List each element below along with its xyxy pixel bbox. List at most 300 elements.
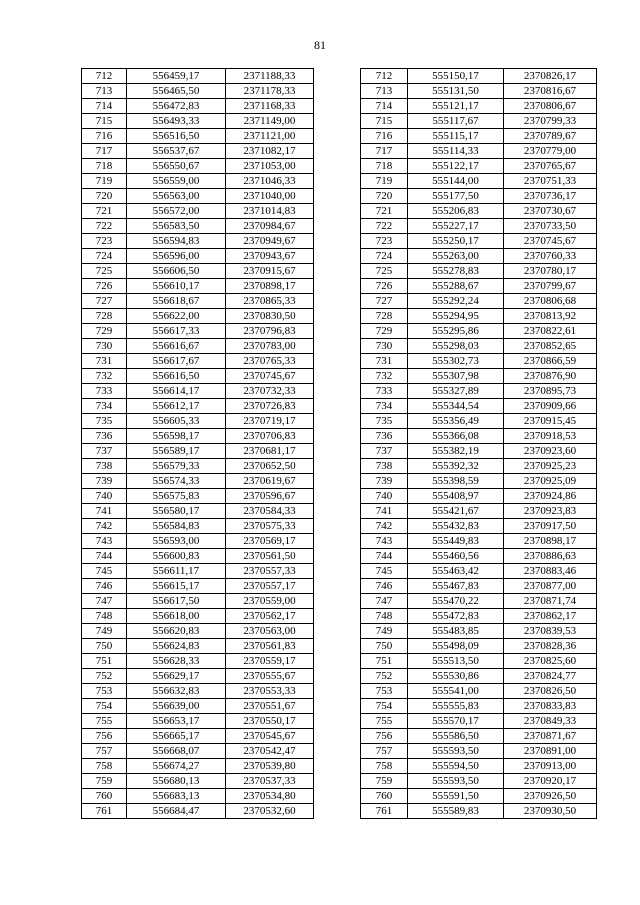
x-coordinate-left: 556516,50 [127, 129, 226, 144]
column-gap [314, 684, 361, 699]
point-number-left: 750 [82, 639, 127, 654]
x-coordinate-left: 556579,33 [127, 459, 226, 474]
column-gap [314, 324, 361, 339]
x-coordinate-left: 556572,00 [127, 204, 226, 219]
table-row [82, 519, 597, 534]
y-coordinate-right: 2370751,33 [504, 174, 597, 189]
point-number-left: 747 [82, 594, 127, 609]
column-gap [314, 354, 361, 369]
point-number-left: 732 [82, 369, 127, 384]
point-number-left: 743 [82, 534, 127, 549]
point-number-right: 754 [361, 699, 408, 714]
column-gap [314, 594, 361, 609]
x-coordinate-right: 555117,67 [408, 114, 504, 129]
table-row [82, 264, 597, 279]
x-coordinate-right: 555555,83 [408, 699, 504, 714]
y-coordinate-right: 2370871,67 [504, 729, 597, 744]
column-gap [314, 249, 361, 264]
y-coordinate-left: 2370796,83 [226, 324, 314, 339]
column-gap [314, 414, 361, 429]
y-coordinate-left: 2370542,47 [226, 744, 314, 759]
table-row [82, 384, 597, 399]
x-coordinate-left: 556653,17 [127, 714, 226, 729]
x-coordinate-left: 556584,83 [127, 519, 226, 534]
x-coordinate-left: 556612,17 [127, 399, 226, 414]
table-row [82, 69, 597, 84]
y-coordinate-left: 2370537,33 [226, 774, 314, 789]
point-number-right: 757 [361, 744, 408, 759]
point-number-right: 733 [361, 384, 408, 399]
y-coordinate-right: 2370913,00 [504, 759, 597, 774]
y-coordinate-right: 2370923,83 [504, 504, 597, 519]
column-gap [314, 279, 361, 294]
point-number-right: 749 [361, 624, 408, 639]
y-coordinate-left: 2370551,67 [226, 699, 314, 714]
table-row [82, 174, 597, 189]
point-number-right: 743 [361, 534, 408, 549]
point-number-right: 712 [361, 69, 408, 84]
column-gap [314, 564, 361, 579]
x-coordinate-left: 556684,47 [127, 804, 226, 819]
x-coordinate-left: 556563,00 [127, 189, 226, 204]
y-coordinate-left: 2371178,33 [226, 84, 314, 99]
y-coordinate-right: 2370765,67 [504, 159, 597, 174]
point-number-right: 761 [361, 804, 408, 819]
y-coordinate-right: 2370789,67 [504, 129, 597, 144]
point-number-left: 756 [82, 729, 127, 744]
point-number-right: 750 [361, 639, 408, 654]
x-coordinate-left: 556596,00 [127, 249, 226, 264]
x-coordinate-right: 555541,00 [408, 684, 504, 699]
x-coordinate-right: 555392,32 [408, 459, 504, 474]
x-coordinate-left: 556617,33 [127, 324, 226, 339]
point-number-right: 726 [361, 279, 408, 294]
point-number-right: 751 [361, 654, 408, 669]
point-number-left: 728 [82, 309, 127, 324]
x-coordinate-right: 555298,03 [408, 339, 504, 354]
x-coordinate-left: 556589,17 [127, 444, 226, 459]
point-number-right: 728 [361, 309, 408, 324]
point-number-right: 723 [361, 234, 408, 249]
x-coordinate-left: 556598,17 [127, 429, 226, 444]
point-number-right: 732 [361, 369, 408, 384]
y-coordinate-left: 2371121,00 [226, 129, 314, 144]
table-row [82, 669, 597, 684]
column-gap [314, 459, 361, 474]
point-number-left: 725 [82, 264, 127, 279]
y-coordinate-left: 2370553,33 [226, 684, 314, 699]
table-row [82, 534, 597, 549]
table-row [82, 234, 597, 249]
x-coordinate-left: 556610,17 [127, 279, 226, 294]
x-coordinate-right: 555307,98 [408, 369, 504, 384]
column-gap [314, 714, 361, 729]
y-coordinate-right: 2370876,90 [504, 369, 597, 384]
point-number-right: 718 [361, 159, 408, 174]
column-gap [314, 759, 361, 774]
point-number-right: 759 [361, 774, 408, 789]
y-coordinate-right: 2370799,33 [504, 114, 597, 129]
column-gap [314, 174, 361, 189]
x-coordinate-right: 555593,50 [408, 774, 504, 789]
point-number-right: 736 [361, 429, 408, 444]
x-coordinate-right: 555398,59 [408, 474, 504, 489]
y-coordinate-left: 2370745,67 [226, 369, 314, 384]
y-coordinate-left: 2371040,00 [226, 189, 314, 204]
x-coordinate-right: 555460,56 [408, 549, 504, 564]
point-number-right: 727 [361, 294, 408, 309]
point-number-left: 755 [82, 714, 127, 729]
x-coordinate-left: 556559,00 [127, 174, 226, 189]
column-gap [314, 204, 361, 219]
column-gap [314, 144, 361, 159]
point-number-right: 740 [361, 489, 408, 504]
table-row [82, 504, 597, 519]
point-number-right: 742 [361, 519, 408, 534]
x-coordinate-right: 555122,17 [408, 159, 504, 174]
y-coordinate-right: 2370806,68 [504, 294, 597, 309]
y-coordinate-right: 2370930,50 [504, 804, 597, 819]
y-coordinate-left: 2370545,67 [226, 729, 314, 744]
y-coordinate-right: 2370736,17 [504, 189, 597, 204]
point-number-right: 722 [361, 219, 408, 234]
x-coordinate-left: 556550,67 [127, 159, 226, 174]
y-coordinate-right: 2370924,86 [504, 489, 597, 504]
column-gap [314, 309, 361, 324]
x-coordinate-right: 555408,97 [408, 489, 504, 504]
point-number-right: 741 [361, 504, 408, 519]
table-row [82, 564, 597, 579]
y-coordinate-right: 2370918,53 [504, 429, 597, 444]
point-number-left: 716 [82, 129, 127, 144]
column-gap [314, 339, 361, 354]
y-coordinate-left: 2370765,33 [226, 354, 314, 369]
table-row [82, 354, 597, 369]
column-gap [314, 429, 361, 444]
point-number-right: 719 [361, 174, 408, 189]
table-row [82, 204, 597, 219]
y-coordinate-left: 2371149,00 [226, 114, 314, 129]
table-row [82, 399, 597, 414]
x-coordinate-left: 556620,83 [127, 624, 226, 639]
point-number-right: 735 [361, 414, 408, 429]
point-number-right: 738 [361, 459, 408, 474]
y-coordinate-right: 2370826,50 [504, 684, 597, 699]
point-number-left: 759 [82, 774, 127, 789]
y-coordinate-left: 2370557,17 [226, 579, 314, 594]
y-coordinate-left: 2370943,67 [226, 249, 314, 264]
x-coordinate-left: 556575,83 [127, 489, 226, 504]
y-coordinate-left: 2371014,83 [226, 204, 314, 219]
y-coordinate-right: 2370852,65 [504, 339, 597, 354]
point-number-left: 731 [82, 354, 127, 369]
point-number-right: 721 [361, 204, 408, 219]
y-coordinate-left: 2370559,17 [226, 654, 314, 669]
y-coordinate-left: 2370984,67 [226, 219, 314, 234]
point-number-right: 748 [361, 609, 408, 624]
table-row [82, 129, 597, 144]
x-coordinate-right: 555483,85 [408, 624, 504, 639]
table-row [82, 189, 597, 204]
x-coordinate-right: 555150,17 [408, 69, 504, 84]
y-coordinate-left: 2370619,67 [226, 474, 314, 489]
point-number-right: 760 [361, 789, 408, 804]
x-coordinate-right: 555288,67 [408, 279, 504, 294]
x-coordinate-left: 556680,13 [127, 774, 226, 789]
point-number-left: 730 [82, 339, 127, 354]
point-number-left: 729 [82, 324, 127, 339]
y-coordinate-left: 2370726,83 [226, 399, 314, 414]
x-coordinate-left: 556616,67 [127, 339, 226, 354]
column-gap [314, 729, 361, 744]
point-number-left: 734 [82, 399, 127, 414]
y-coordinate-left: 2371046,33 [226, 174, 314, 189]
point-number-right: 714 [361, 99, 408, 114]
point-number-left: 748 [82, 609, 127, 624]
y-coordinate-left: 2370584,33 [226, 504, 314, 519]
y-coordinate-right: 2370866,59 [504, 354, 597, 369]
point-number-right: 725 [361, 264, 408, 279]
point-number-right: 746 [361, 579, 408, 594]
point-number-left: 746 [82, 579, 127, 594]
point-number-left: 721 [82, 204, 127, 219]
x-coordinate-left: 556600,83 [127, 549, 226, 564]
x-coordinate-right: 555206,83 [408, 204, 504, 219]
column-gap [314, 444, 361, 459]
x-coordinate-left: 556628,33 [127, 654, 226, 669]
point-number-right: 730 [361, 339, 408, 354]
x-coordinate-left: 556472,83 [127, 99, 226, 114]
y-coordinate-right: 2370816,67 [504, 84, 597, 99]
point-number-right: 747 [361, 594, 408, 609]
y-coordinate-left: 2370532,60 [226, 804, 314, 819]
x-coordinate-right: 555278,83 [408, 264, 504, 279]
y-coordinate-left: 2371188,33 [226, 69, 314, 84]
x-coordinate-right: 555586,50 [408, 729, 504, 744]
column-gap [314, 654, 361, 669]
point-number-right: 756 [361, 729, 408, 744]
x-coordinate-right: 555593,50 [408, 744, 504, 759]
table-row [82, 414, 597, 429]
table-row [82, 624, 597, 639]
y-coordinate-right: 2370826,17 [504, 69, 597, 84]
table-row [82, 309, 597, 324]
x-coordinate-right: 555115,17 [408, 129, 504, 144]
point-number-left: 717 [82, 144, 127, 159]
point-number-left: 754 [82, 699, 127, 714]
point-number-left: 745 [82, 564, 127, 579]
column-gap [314, 549, 361, 564]
column-gap [314, 99, 361, 114]
y-coordinate-right: 2370895,73 [504, 384, 597, 399]
x-coordinate-right: 555594,50 [408, 759, 504, 774]
point-number-left: 720 [82, 189, 127, 204]
x-coordinate-right: 555356,49 [408, 414, 504, 429]
y-coordinate-right: 2370745,67 [504, 234, 597, 249]
table-row [82, 459, 597, 474]
point-number-left: 722 [82, 219, 127, 234]
y-coordinate-left: 2370915,67 [226, 264, 314, 279]
y-coordinate-left: 2371168,33 [226, 99, 314, 114]
x-coordinate-right: 555472,83 [408, 609, 504, 624]
x-coordinate-left: 556465,50 [127, 84, 226, 99]
column-gap [314, 774, 361, 789]
table-row [82, 639, 597, 654]
y-coordinate-right: 2370780,17 [504, 264, 597, 279]
table-row [82, 474, 597, 489]
column-gap [314, 264, 361, 279]
column-gap [314, 399, 361, 414]
y-coordinate-left: 2370561,83 [226, 639, 314, 654]
column-gap [314, 369, 361, 384]
point-number-right: 758 [361, 759, 408, 774]
point-number-left: 735 [82, 414, 127, 429]
y-coordinate-right: 2370917,50 [504, 519, 597, 534]
x-coordinate-left: 556615,17 [127, 579, 226, 594]
point-number-left: 719 [82, 174, 127, 189]
column-gap [314, 219, 361, 234]
column-gap [314, 624, 361, 639]
y-coordinate-left: 2370559,00 [226, 594, 314, 609]
table-row [82, 549, 597, 564]
x-coordinate-right: 555131,50 [408, 84, 504, 99]
x-coordinate-left: 556616,50 [127, 369, 226, 384]
point-number-left: 758 [82, 759, 127, 774]
column-gap [314, 114, 361, 129]
y-coordinate-right: 2370824,77 [504, 669, 597, 684]
column-gap [314, 69, 361, 84]
table-row [82, 654, 597, 669]
x-coordinate-left: 556624,83 [127, 639, 226, 654]
table-row [82, 609, 597, 624]
x-coordinate-right: 555530,86 [408, 669, 504, 684]
x-coordinate-right: 555114,33 [408, 144, 504, 159]
point-number-left: 715 [82, 114, 127, 129]
column-gap [314, 609, 361, 624]
x-coordinate-right: 555250,17 [408, 234, 504, 249]
table-row [82, 444, 597, 459]
column-gap [314, 489, 361, 504]
column-gap [314, 804, 361, 819]
point-number-left: 713 [82, 84, 127, 99]
y-coordinate-right: 2370806,67 [504, 99, 597, 114]
table-row [82, 324, 597, 339]
y-coordinate-left: 2370539,80 [226, 759, 314, 774]
point-number-left: 736 [82, 429, 127, 444]
point-number-right: 731 [361, 354, 408, 369]
y-coordinate-right: 2370923,60 [504, 444, 597, 459]
y-coordinate-right: 2370886,63 [504, 549, 597, 564]
point-number-right: 713 [361, 84, 408, 99]
x-coordinate-left: 556605,33 [127, 414, 226, 429]
y-coordinate-right: 2370891,00 [504, 744, 597, 759]
x-coordinate-right: 555295,86 [408, 324, 504, 339]
y-coordinate-right: 2370862,17 [504, 609, 597, 624]
table-row [82, 804, 597, 819]
point-number-left: 757 [82, 744, 127, 759]
table-row [82, 714, 597, 729]
point-number-left: 714 [82, 99, 127, 114]
x-coordinate-right: 555327,89 [408, 384, 504, 399]
y-coordinate-right: 2370925,23 [504, 459, 597, 474]
point-number-right: 752 [361, 669, 408, 684]
column-gap [314, 519, 361, 534]
x-coordinate-right: 555589,83 [408, 804, 504, 819]
x-coordinate-right: 555121,17 [408, 99, 504, 114]
y-coordinate-right: 2370871,74 [504, 594, 597, 609]
x-coordinate-right: 555421,67 [408, 504, 504, 519]
point-number-right: 737 [361, 444, 408, 459]
y-coordinate-left: 2370949,67 [226, 234, 314, 249]
table-row [82, 339, 597, 354]
y-coordinate-left: 2370562,17 [226, 609, 314, 624]
table-row [82, 294, 597, 309]
point-number-left: 737 [82, 444, 127, 459]
column-gap [314, 234, 361, 249]
x-coordinate-right: 555449,83 [408, 534, 504, 549]
y-coordinate-right: 2370839,53 [504, 624, 597, 639]
column-gap [314, 789, 361, 804]
x-coordinate-right: 555432,83 [408, 519, 504, 534]
table-row [82, 249, 597, 264]
y-coordinate-right: 2370883,46 [504, 564, 597, 579]
x-coordinate-left: 556668,07 [127, 744, 226, 759]
table-row [82, 759, 597, 774]
column-gap [314, 534, 361, 549]
x-coordinate-right: 555470,22 [408, 594, 504, 609]
y-coordinate-right: 2370760,33 [504, 249, 597, 264]
x-coordinate-right: 555294,95 [408, 309, 504, 324]
column-gap [314, 474, 361, 489]
point-number-right: 745 [361, 564, 408, 579]
x-coordinate-right: 555227,17 [408, 219, 504, 234]
point-number-left: 749 [82, 624, 127, 639]
y-coordinate-left: 2370898,17 [226, 279, 314, 294]
table-row [82, 99, 597, 114]
x-coordinate-right: 555263,00 [408, 249, 504, 264]
table-row [82, 429, 597, 444]
y-coordinate-left: 2370596,67 [226, 489, 314, 504]
x-coordinate-left: 556622,00 [127, 309, 226, 324]
y-coordinate-left: 2370534,80 [226, 789, 314, 804]
y-coordinate-right: 2370926,50 [504, 789, 597, 804]
x-coordinate-right: 555463,42 [408, 564, 504, 579]
point-number-left: 761 [82, 804, 127, 819]
y-coordinate-left: 2370575,33 [226, 519, 314, 534]
point-number-left: 752 [82, 669, 127, 684]
y-coordinate-left: 2370563,00 [226, 624, 314, 639]
point-number-left: 718 [82, 159, 127, 174]
y-coordinate-left: 2370865,33 [226, 294, 314, 309]
point-number-left: 751 [82, 654, 127, 669]
x-coordinate-left: 556614,17 [127, 384, 226, 399]
table-row [82, 369, 597, 384]
x-coordinate-left: 556583,50 [127, 219, 226, 234]
point-number-left: 741 [82, 504, 127, 519]
point-number-left: 726 [82, 279, 127, 294]
x-coordinate-left: 556618,00 [127, 609, 226, 624]
x-coordinate-left: 556611,17 [127, 564, 226, 579]
point-number-right: 755 [361, 714, 408, 729]
y-coordinate-right: 2370799,67 [504, 279, 597, 294]
point-number-left: 727 [82, 294, 127, 309]
x-coordinate-right: 555144,00 [408, 174, 504, 189]
x-coordinate-right: 555366,08 [408, 429, 504, 444]
x-coordinate-left: 556632,83 [127, 684, 226, 699]
x-coordinate-right: 555513,50 [408, 654, 504, 669]
x-coordinate-left: 556537,67 [127, 144, 226, 159]
y-coordinate-right: 2370828,36 [504, 639, 597, 654]
